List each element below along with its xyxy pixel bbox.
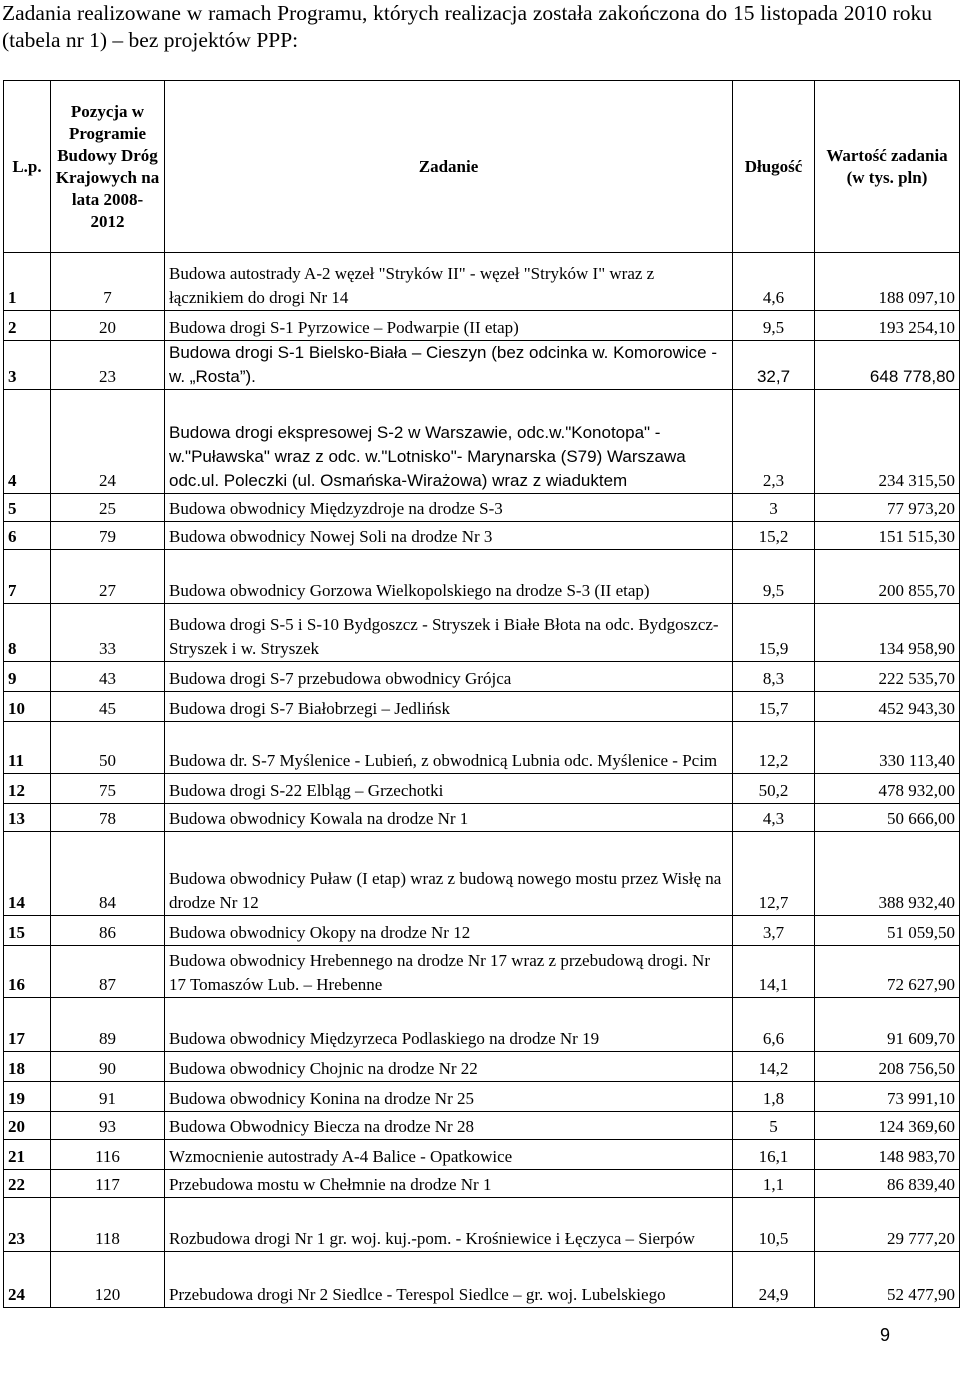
lp-cell: 8 bbox=[4, 604, 51, 662]
task-cell: Budowa obwodnicy Międzyzdroje na drodze S-3 bbox=[165, 494, 733, 522]
pozycja-cell: 23 bbox=[51, 341, 165, 390]
lp-cell: 9 bbox=[4, 662, 51, 692]
length-cell: 4,6 bbox=[733, 253, 815, 311]
lp-cell: 4 bbox=[4, 390, 51, 494]
pozycja-cell: 117 bbox=[51, 1170, 165, 1198]
task-cell: Budowa obwodnicy Konina na drodze Nr 25 bbox=[165, 1082, 733, 1112]
value-cell: 151 515,30 bbox=[815, 522, 960, 550]
value-cell: 86 839,40 bbox=[815, 1170, 960, 1198]
lp-cell: 5 bbox=[4, 494, 51, 522]
lp-cell: 15 bbox=[4, 916, 51, 946]
task-cell: Budowa autostrady A-2 węzeł "Stryków II" - węzeł "Stryków I" wraz z łącznikiem do drogi Nr 14 bbox=[165, 253, 733, 311]
lp-cell: 3 bbox=[4, 341, 51, 390]
task-cell: Budowa obwodnicy Kowala na drodze Nr 1 bbox=[165, 804, 733, 832]
table-row bbox=[4, 722, 960, 774]
task-cell: Budowa obwodnicy Puław (I etap) wraz z budową nowego mostu przez Wisłę na drodze Nr 12 bbox=[165, 832, 733, 916]
task-cell: Budowa drogi S-5 i S-10 Bydgoszcz - Stryszek i Białe Błota na odc. Bydgoszcz-Stryszek i w. Stryszek bbox=[165, 604, 733, 662]
length-cell: 1,1 bbox=[733, 1170, 815, 1198]
pozycja-cell: 24 bbox=[51, 390, 165, 494]
pozycja-cell: 33 bbox=[51, 604, 165, 662]
length-cell: 32,7 bbox=[733, 341, 815, 390]
task-cell: Budowa obwodnicy Chojnic na drodze Nr 22 bbox=[165, 1052, 733, 1082]
value-cell: 29 777,20 bbox=[815, 1198, 960, 1252]
pozycja-cell: 86 bbox=[51, 916, 165, 946]
pozycja-cell: 116 bbox=[51, 1140, 165, 1170]
task-cell: Budowa obwodnicy Okopy na drodze Nr 12 bbox=[165, 916, 733, 946]
lp-cell: 20 bbox=[4, 1112, 51, 1140]
value-cell: 222 535,70 bbox=[815, 662, 960, 692]
header-dlugosc: Długość bbox=[733, 81, 815, 253]
length-cell: 15,9 bbox=[733, 604, 815, 662]
value-cell: 134 958,90 bbox=[815, 604, 960, 662]
projects-table bbox=[3, 80, 960, 1308]
pozycja-cell: 7 bbox=[51, 253, 165, 311]
pozycja-cell: 90 bbox=[51, 1052, 165, 1082]
lp-cell: 2 bbox=[4, 311, 51, 341]
pozycja-cell: 91 bbox=[51, 1082, 165, 1112]
pozycja-cell: 118 bbox=[51, 1198, 165, 1252]
pozycja-cell: 25 bbox=[51, 494, 165, 522]
value-cell: 50 666,00 bbox=[815, 804, 960, 832]
header-lp: L.p. bbox=[4, 81, 51, 253]
pozycja-cell: 43 bbox=[51, 662, 165, 692]
value-cell: 388 932,40 bbox=[815, 832, 960, 916]
table-row bbox=[4, 774, 960, 804]
table-row bbox=[4, 341, 960, 390]
table-row bbox=[4, 253, 960, 311]
lp-cell: 12 bbox=[4, 774, 51, 804]
task-cell: Budowa drogi S-1 Bielsko-Biała – Cieszyn (bez odcinka w. Komorowice -w. „Rosta”). bbox=[165, 341, 733, 390]
pozycja-cell: 120 bbox=[51, 1252, 165, 1308]
value-cell: 234 315,50 bbox=[815, 390, 960, 494]
table-header-row bbox=[4, 81, 960, 253]
pozycja-cell: 20 bbox=[51, 311, 165, 341]
length-cell: 50,2 bbox=[733, 774, 815, 804]
table-row bbox=[4, 390, 960, 494]
table-row bbox=[4, 946, 960, 998]
length-cell: 10,5 bbox=[733, 1198, 815, 1252]
length-cell: 15,7 bbox=[733, 692, 815, 722]
task-cell: Budowa obwodnicy Hrebennego na drodze Nr 17 wraz z przebudową drogi. Nr 17 Tomaszów Lub. – Hrebenne bbox=[165, 946, 733, 998]
length-cell: 12,2 bbox=[733, 722, 815, 774]
pozycja-cell: 87 bbox=[51, 946, 165, 998]
length-cell: 3 bbox=[733, 494, 815, 522]
table-row bbox=[4, 1112, 960, 1140]
length-cell: 1,8 bbox=[733, 1082, 815, 1112]
length-cell: 5 bbox=[733, 1112, 815, 1140]
lp-cell: 21 bbox=[4, 1140, 51, 1170]
task-cell: Budowa drogi S-1 Pyrzowice – Podwarpie (II etap) bbox=[165, 311, 733, 341]
length-cell: 14,2 bbox=[733, 1052, 815, 1082]
lp-cell: 18 bbox=[4, 1052, 51, 1082]
value-cell: 51 059,50 bbox=[815, 916, 960, 946]
task-cell: Przebudowa drogi Nr 2 Siedlce - Terespol Siedlce – gr. woj. Lubelskiego bbox=[165, 1252, 733, 1308]
pozycja-cell: 78 bbox=[51, 804, 165, 832]
table-row bbox=[4, 998, 960, 1052]
task-cell: Przebudowa mostu w Chełmnie na drodze Nr 1 bbox=[165, 1170, 733, 1198]
lp-cell: 22 bbox=[4, 1170, 51, 1198]
table-row bbox=[4, 1170, 960, 1198]
table-body bbox=[4, 253, 960, 1308]
length-cell: 3,7 bbox=[733, 916, 815, 946]
header-wartosc: Wartość zadania (w tys. pln) bbox=[815, 81, 960, 253]
length-cell: 4,3 bbox=[733, 804, 815, 832]
task-cell: Budowa drogi S-7 Białobrzegi – Jedlińsk bbox=[165, 692, 733, 722]
value-cell: 208 756,50 bbox=[815, 1052, 960, 1082]
length-cell: 14,1 bbox=[733, 946, 815, 998]
table-row bbox=[4, 604, 960, 662]
value-cell: 478 932,00 bbox=[815, 774, 960, 804]
header-zadanie: Zadanie bbox=[165, 81, 733, 253]
pozycja-cell: 79 bbox=[51, 522, 165, 550]
table-row bbox=[4, 550, 960, 604]
page-number: 9 bbox=[880, 1325, 891, 1345]
length-cell: 15,2 bbox=[733, 522, 815, 550]
pozycja-cell: 84 bbox=[51, 832, 165, 916]
lp-cell: 7 bbox=[4, 550, 51, 604]
task-cell: Budowa obwodnicy Gorzowa Wielkopolskiego na drodze S-3 (II etap) bbox=[165, 550, 733, 604]
length-cell: 24,9 bbox=[733, 1252, 815, 1308]
task-cell: Wzmocnienie autostrady A-4 Balice - Opatkowice bbox=[165, 1140, 733, 1170]
value-cell: 73 991,10 bbox=[815, 1082, 960, 1112]
pozycja-cell: 45 bbox=[51, 692, 165, 722]
value-cell: 188 097,10 bbox=[815, 253, 960, 311]
value-cell: 72 627,90 bbox=[815, 946, 960, 998]
value-cell: 200 855,70 bbox=[815, 550, 960, 604]
table-row bbox=[4, 832, 960, 916]
lp-cell: 13 bbox=[4, 804, 51, 832]
lp-cell: 6 bbox=[4, 522, 51, 550]
value-cell: 77 973,20 bbox=[815, 494, 960, 522]
value-cell: 330 113,40 bbox=[815, 722, 960, 774]
table-row bbox=[4, 916, 960, 946]
length-cell: 16,1 bbox=[733, 1140, 815, 1170]
table-row bbox=[4, 311, 960, 341]
table-row bbox=[4, 692, 960, 722]
pozycja-cell: 89 bbox=[51, 998, 165, 1052]
task-cell: Budowa obwodnicy Nowej Soli na drodze Nr 3 bbox=[165, 522, 733, 550]
value-cell: 148 983,70 bbox=[815, 1140, 960, 1170]
task-cell: Budowa Obwodnicy Biecza na drodze Nr 28 bbox=[165, 1112, 733, 1140]
length-cell: 12,7 bbox=[733, 832, 815, 916]
pozycja-cell: 93 bbox=[51, 1112, 165, 1140]
task-cell: Budowa drogi ekspresowej S-2 w Warszawie, odc.w."Konotopa" - w."Puławska" wraz z odc. w."Lotnisko"- Marynarska (S79) Warszawa odc.ul. Poleczki (ul. Osmańska-Wirażowa) wraz z wiaduktem bbox=[165, 390, 733, 494]
length-cell: 2,3 bbox=[733, 390, 815, 494]
task-cell: Budowa obwodnicy Międzyrzeca Podlaskiego na drodze Nr 19 bbox=[165, 998, 733, 1052]
lp-cell: 10 bbox=[4, 692, 51, 722]
value-cell: 452 943,30 bbox=[815, 692, 960, 722]
lp-cell: 11 bbox=[4, 722, 51, 774]
length-cell: 8,3 bbox=[733, 662, 815, 692]
task-cell: Budowa dr. S-7 Myślenice - Lubień, z obwodnicą Lubnia odc. Myślenice - Pcim bbox=[165, 722, 733, 774]
value-cell: 52 477,90 bbox=[815, 1252, 960, 1308]
length-cell: 9,5 bbox=[733, 550, 815, 604]
lp-cell: 14 bbox=[4, 832, 51, 916]
length-cell: 9,5 bbox=[733, 311, 815, 341]
value-cell: 648 778,80 bbox=[815, 341, 960, 390]
table-row bbox=[4, 804, 960, 832]
page-heading: Zadania realizowane w ramach Programu, których realizacja została zakończona do 15 listopada 2010 roku (tabela nr 1) – bez projektów PPP: bbox=[2, 1, 932, 52]
length-cell: 6,6 bbox=[733, 998, 815, 1052]
pozycja-cell: 27 bbox=[51, 550, 165, 604]
pozycja-cell: 75 bbox=[51, 774, 165, 804]
header-pozycja: Pozycja w Programie Budowy Dróg Krajowych na lata 2008-2012 bbox=[51, 81, 165, 253]
value-cell: 124 369,60 bbox=[815, 1112, 960, 1140]
lp-cell: 23 bbox=[4, 1198, 51, 1252]
lp-cell: 24 bbox=[4, 1252, 51, 1308]
table-row bbox=[4, 1252, 960, 1308]
table-row bbox=[4, 1052, 960, 1082]
lp-cell: 17 bbox=[4, 998, 51, 1052]
table-row bbox=[4, 1198, 960, 1252]
value-cell: 91 609,70 bbox=[815, 998, 960, 1052]
lp-cell: 1 bbox=[4, 253, 51, 311]
task-cell: Budowa drogi S-22 Elbląg – Grzechotki bbox=[165, 774, 733, 804]
table-row bbox=[4, 494, 960, 522]
value-cell: 193 254,10 bbox=[815, 311, 960, 341]
lp-cell: 16 bbox=[4, 946, 51, 998]
pozycja-cell: 50 bbox=[51, 722, 165, 774]
table-row bbox=[4, 1082, 960, 1112]
table-row bbox=[4, 1140, 960, 1170]
lp-cell: 19 bbox=[4, 1082, 51, 1112]
task-cell: Rozbudowa drogi Nr 1 gr. woj. kuj.-pom. - Krośniewice i Łęczyca – Sierpów bbox=[165, 1198, 733, 1252]
table-row bbox=[4, 662, 960, 692]
task-cell: Budowa drogi S-7 przebudowa obwodnicy Grójca bbox=[165, 662, 733, 692]
table-row bbox=[4, 522, 960, 550]
